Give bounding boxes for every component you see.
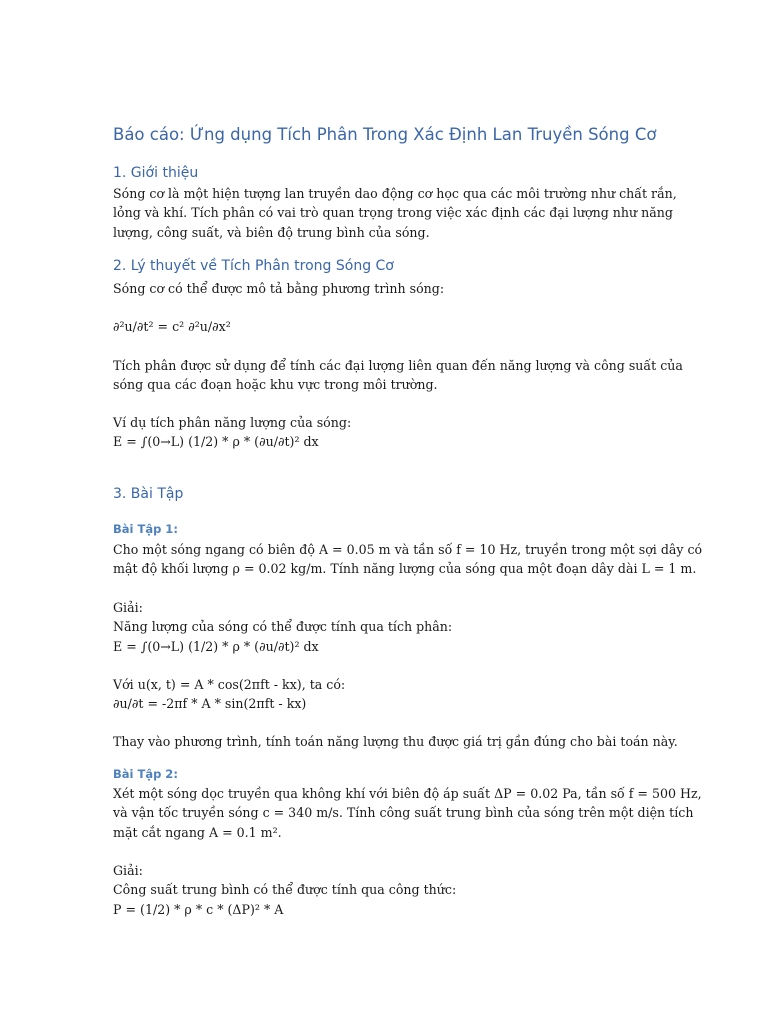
paragraph-line: Tích phân được sử dụng để tính các đại lượng liên quan đến năng lượng và công suất của	[113, 358, 683, 373]
wave-equation	[113, 317, 658, 336]
exercise-1-heading: Bài Tập 1:	[113, 522, 178, 536]
paragraph-line: và vận tốc truyền sóng c = 340 m/s. Tính công suất trung bình của sóng trên một diện tích	[113, 805, 694, 821]
exercise-2-heading: Bài Tập 2:	[113, 767, 178, 781]
paragraph-line: Công suất trung bình có thể được tính qua công thức:	[113, 882, 457, 898]
paragraph-line: mật độ khối lượng ρ = 0.02 kg/m. Tính năng lượng của sóng qua một đoạn dây dài L = 1 m.	[113, 561, 697, 577]
exercise-1-derivation	[113, 675, 658, 714]
paragraph-line: Giải:	[113, 863, 143, 878]
exercise-1-solution	[113, 598, 658, 656]
paragraph-line: Ví dụ tích phân năng lượng của sóng:	[113, 415, 352, 430]
formula-line: E = ∫(0→L) (1/2) * ρ * (∂u/∂t)² dx	[113, 638, 319, 654]
formula-line: ∂²u/∂t² = c² ∂²u/∂x²	[113, 319, 231, 334]
paragraph-line: lỏng và khí. Tích phân có vai trò quan trọng trong việc xác định các đại lượng như năng	[113, 205, 673, 221]
exercise-1-problem	[113, 540, 703, 579]
paragraph-line: Với u(x, t) = A * cos(2πft - kx), ta có:	[113, 677, 346, 692]
section-3-heading: 3. Bài Tập	[113, 486, 184, 502]
document-title: Báo cáo: Ứng dụng Tích Phân Trong Xác Định Lan Truyền Sóng Cơ	[113, 125, 657, 144]
section-2-heading: 2. Lý thuyết về Tích Phân trong Sóng Cơ	[113, 258, 394, 274]
section-2-paragraph	[113, 356, 683, 395]
section-1-heading: 1. Giới thiệu	[113, 165, 199, 181]
exercise-2-problem	[113, 784, 702, 842]
paragraph-line: Cho một sóng ngang có biên độ A = 0.05 m và tần số f = 10 Hz, truyền trong một sợi dây có	[113, 542, 703, 557]
paragraph-line: Năng lượng của sóng có thể được tính qua tích phân:	[113, 619, 453, 635]
section-1-paragraph	[113, 184, 677, 242]
paragraph-line: sóng qua các đoạn hoặc khu vực trong môi trường.	[113, 377, 438, 393]
paragraph-line: Sóng cơ là một hiện tượng lan truyền dao động cơ học qua các môi trường như chất rắn,	[113, 186, 677, 201]
section-2-intro	[113, 279, 658, 298]
paragraph-line: lượng, công suất, và biên độ trung bình của sóng.	[113, 224, 430, 240]
paragraph-line: Xét một sóng dọc truyền qua không khí với biên độ áp suất ΔP = 0.02 Pa, tần số f = 500 Hz,	[113, 786, 702, 801]
formula-line: ∂u/∂t = -2πf * A * sin(2πft - kx)	[113, 696, 307, 712]
formula-line: E = ∫(0→L) (1/2) * ρ * (∂u/∂t)² dx	[113, 434, 319, 450]
paragraph-line: mặt cắt ngang A = 0.1 m².	[113, 824, 282, 840]
formula-line: P = (1/2) * ρ * c * (ΔP)² * A	[113, 901, 284, 917]
exercise-2-solution	[113, 861, 658, 919]
paragraph-line: Giải:	[113, 600, 143, 615]
paragraph-line: Thay vào phương trình, tính toán năng lượng thu được giá trị gần đúng cho bài toán này.	[113, 734, 678, 749]
paragraph-line: Sóng cơ có thể được mô tả bằng phương trình sóng:	[113, 281, 445, 296]
energy-integral-example	[113, 413, 658, 452]
exercise-1-conclusion	[113, 732, 678, 751]
